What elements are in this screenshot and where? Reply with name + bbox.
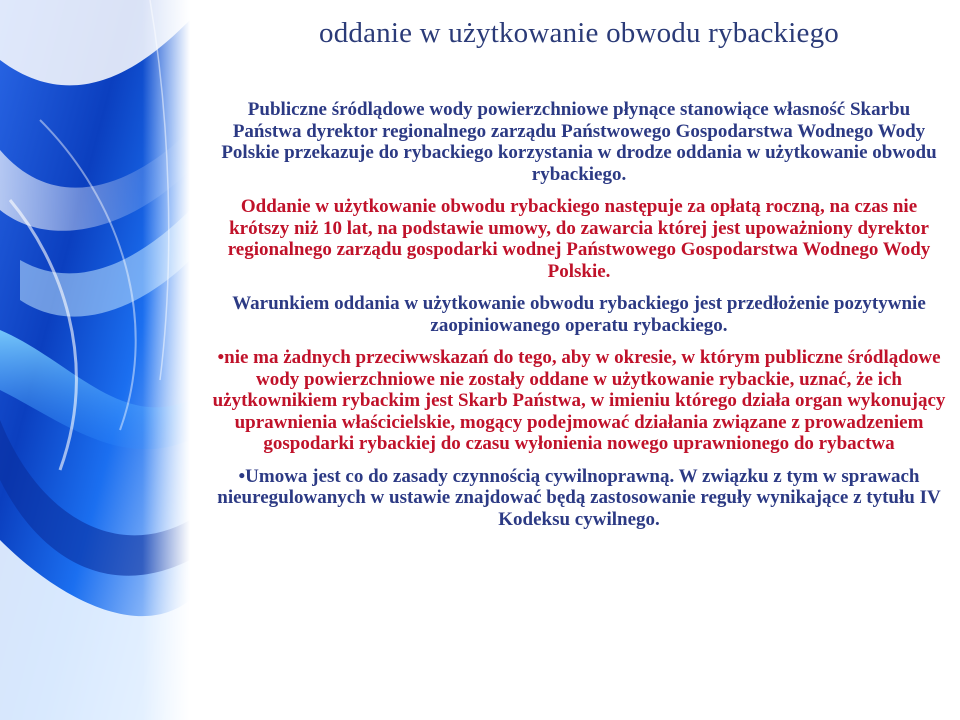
slide-body	[212, 99, 946, 541]
paragraph-annual-fee-terms: Oddanie w użytkowanie obwodu rybackiego następuje za opłatą roczną, na czas nie krótszy niż 10 lat, na podstawie umowy, do zawarcia której jest upoważniony dyrektor regionalnego zarządu gospodarki wodnej Państwowego Gospodarstwa Wodnego Wody Polskie.	[227, 196, 931, 282]
slide-title: oddanie w użytkowanie obwodu rybackiego	[319, 17, 839, 49]
paragraph-transfer-rights: Publiczne śródlądowe wody powierzchniowe płynące stanowiące własność Skarbu Państwa dyrektor regionalnego zarządu Państwowego Gospodarstwa Wodnego Wody Polskie przekazuje do rybackiego korzystania w drodze oddania w użytkowanie obwodu rybackiego.	[221, 99, 937, 185]
slide-content	[212, 0, 946, 720]
paragraph-civil-law-contract: •Umowa jest co do zasady czynnością cywilnoprawną. W związku z tym w sprawach nieuregulowanych w ustawie znajdować będą zastosowanie reguły wynikające z tytułu IV Kodeksu cywilnego.	[217, 465, 941, 530]
decorative-blue-swirl-image	[0, 0, 190, 720]
paragraph-state-treasury-user: •nie ma żadnych przeciwwskazań do tego, aby w okresie, w którym publiczne śródlądowe wody powierzchniowe nie zostały oddane w użytkowanie rybackie, uznać, że ich użytkownikiem rybackim jest Skarb Państwa, w imieniu którego działa organ wykonujący uprawnienia właścicielskie, mogący podejmować działania związane z prowadzeniem gospodarki rybackiej do czasu wyłonienia nowego uprawnionego do rybactwa	[212, 347, 946, 454]
paragraph-condition-operat: Warunkiem oddania w użytkowanie obwodu rybackiego jest przedłożenie pozytywnie zaopiniowanego operatu rybackiego.	[232, 293, 926, 336]
